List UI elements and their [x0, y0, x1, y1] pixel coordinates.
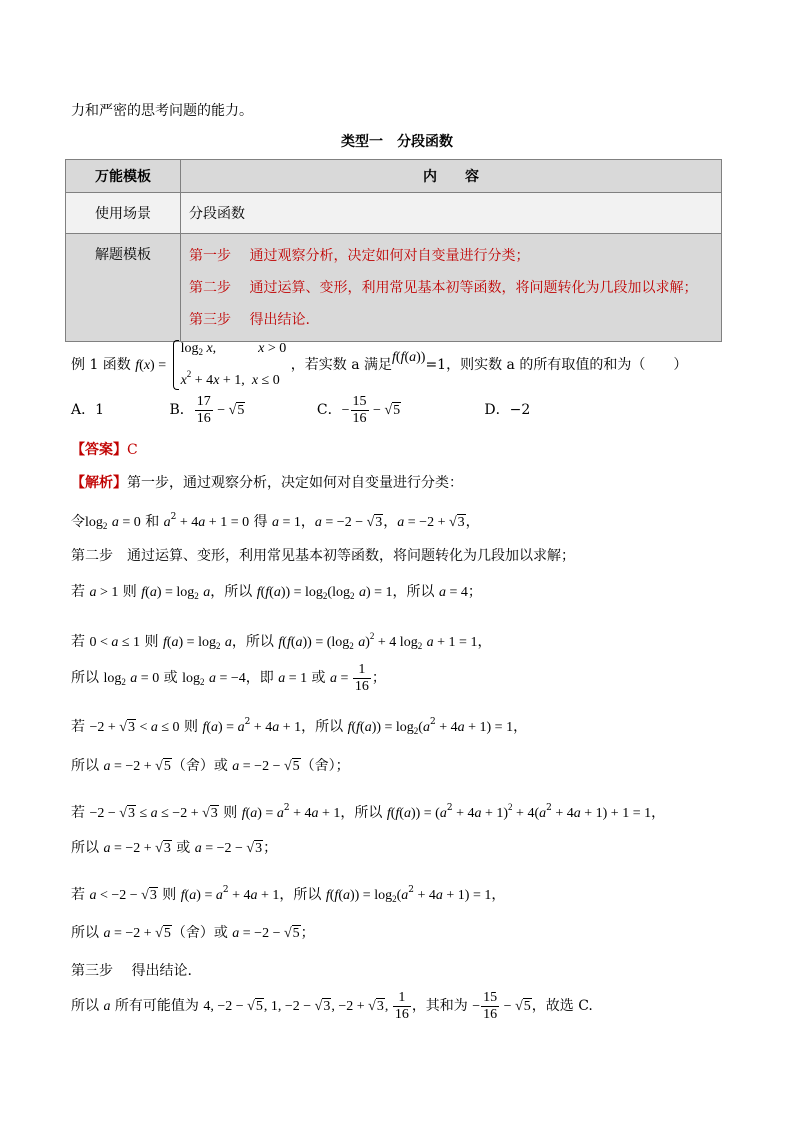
option-a: A．1 [71, 402, 105, 418]
example-prefix: 例 1 函数 [71, 357, 131, 373]
analysis-line-7: 若 −2 − √3 ≤ a ≤ −2 + √3 则 $f(a) = a^2 + 4a + 1$，所以 $f(f(a)) = (a^2 + 4a + 1)^2 + 4(a^2 + 4a + 1) + 1 = 1$， [71, 802, 666, 821]
analysis-step3: 第三步 得出结论. [71, 963, 192, 979]
template-step-2: 第二步 通过运算、变形，利用常见基本初等函数，将问题转化为几段加以求解； [189, 279, 698, 296]
template-table [65, 159, 722, 342]
table-steps [181, 234, 722, 342]
analysis-line-9: 若 a < −2 − √3 则 $f(a) = a^2 + 4a + 1$，所以 $f(f(a)) = \log_2(a^2 + 4a + 1) = 1$， [71, 885, 506, 904]
option-b: B． $\frac{17}{16}$ − √5 [169, 393, 245, 426]
intro-text: 力和严密的思考问题的能力。 [71, 103, 253, 119]
analysis-line-1: 令$\log_2 a = 0$ 和 $a^2 + 4a + 1 = 0$ 得 a = 1，a = −2 − √3，a = −2 + √3， [71, 512, 480, 531]
table-header-template: 万能模板 [66, 160, 181, 193]
answer-label: 【答案】 [71, 442, 127, 458]
table-header-content: 内 容 [181, 160, 722, 193]
analysis-line-5: 若 −2 + √3 < a ≤ 0 则 $f(a) = a^2 + 4a + 1$，所以 $f(f(a)) = \log_2(a^2 + 4a + 1) = 1$， [71, 717, 528, 736]
analysis-line-10: 所以 a = −2 + √5（舍）或 a = −2 − √5； [71, 925, 315, 941]
answer-line [71, 440, 138, 460]
analysis-line-8: 所以 a = −2 + √3 或 a = −2 − √3； [71, 840, 278, 856]
table-value-scenario: 分段函数 [181, 193, 722, 234]
section-title: 类型一 分段函数 [341, 134, 453, 150]
analysis-step1-text: 第一步，通过观察分析，决定如何对自变量进行分类： [127, 475, 463, 491]
analysis-line-3: 若 0 < a ≤ 1 则 $f(a) = \log_2 a$，所以 $f(f(a)) = (\log_2$ a)$^2$ + 4 $\log_2 a + 1 = 1$， [71, 631, 492, 651]
example-suffix: =1，则实数 a 的所有取值的和为（ ） [425, 357, 688, 373]
analysis-line-2: 若 a > 1 则 $f(a) = \log_2 a$，所以 $f(f(a)) = \log_2(\log_2$ a) = 1，所以 a = 4； [71, 584, 482, 601]
option-d: D．−2 [484, 402, 531, 418]
table-label-scenario: 使用场景 [66, 193, 181, 234]
analysis-label: 【解析】 [71, 475, 127, 491]
template-step-1: 第一步 通过观察分析，决定如何对自变量进行分类； [189, 247, 530, 264]
analysis-line-4: 所以 $\log_2 a = 0$ 或 $\log_2 a = -4$，即 a = 1 或 a = $\frac{1}{16}$ ； [71, 661, 386, 694]
analysis-step2: 第二步 通过运算、变形，利用常见基本初等函数，将问题转化为几段加以求解； [71, 548, 575, 564]
example-question: 例 1 函数 f(x) = $\log_2 x$, x > 0 $x^2 + 4x + 1$, x ≤ 0 ，若实数 a 满足f(f(a))=1，则实数 a 的所有取值的和为（ ） [71, 334, 687, 392]
answer-value: C [127, 442, 138, 458]
template-step-3: 第三步 得出结论. [189, 311, 310, 328]
table-label-template: 解题模板 [66, 234, 181, 342]
analysis-line-6: 所以 a = −2 + √5（舍）或 a = −2 − √5（舍）； [71, 758, 350, 774]
piecewise-function: $\log_2 x$, x > 0 $x^2 + 4x + 1$, x ≤ 0 [171, 338, 287, 392]
options-row [71, 392, 721, 429]
option-c: C．− $\frac{15}{16}$ − √5 [316, 393, 401, 426]
analysis-conclusion: 所以 a 所有可能值为 4, −2 − √5, 1, −2 − √3, −2 + √3, $\frac{1}{16}$ ，其和为 − $\frac{15}{16}$ − √5，故选 C. [71, 989, 593, 1022]
example-middle: ，若实数 a 满足 [290, 357, 392, 373]
analysis-step1 [71, 473, 463, 493]
